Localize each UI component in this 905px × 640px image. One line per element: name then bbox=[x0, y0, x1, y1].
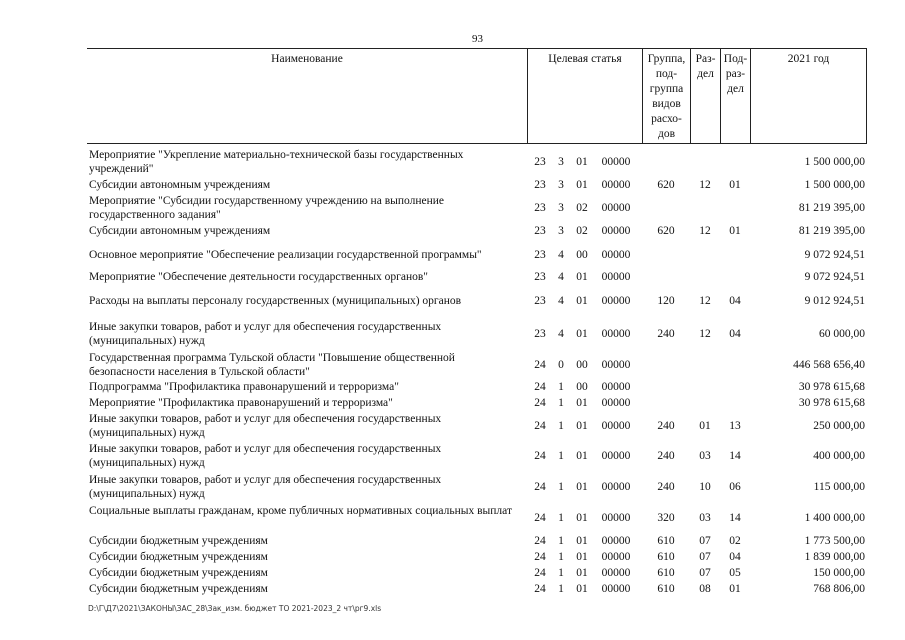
amount-2021: 81 219 395,00 bbox=[798, 225, 865, 237]
target-code-3: 00 bbox=[576, 249, 588, 261]
table-row bbox=[87, 582, 867, 596]
subsection-code: 02 bbox=[729, 535, 741, 547]
target-code-3: 01 bbox=[576, 551, 588, 563]
expense-group: 610 bbox=[657, 551, 675, 563]
row-name: Субсидии автономным учреждениям bbox=[89, 225, 271, 237]
target-code-1: 24 bbox=[534, 535, 546, 547]
subsection-code: 13 bbox=[729, 420, 741, 432]
section-code: 03 bbox=[699, 450, 711, 462]
row-name: Субсидии бюджетным учреждениям bbox=[89, 583, 268, 595]
target-code-3: 01 bbox=[576, 450, 588, 462]
section-code: 08 bbox=[699, 583, 711, 595]
table-row bbox=[87, 351, 867, 379]
target-code-2: 1 bbox=[558, 567, 564, 579]
row-name: Государственная программа Тульской области "Повышение общественной безопасности населения в Тульской области" bbox=[89, 352, 455, 378]
header-group: Группа, под- группа видов расхо- дов bbox=[642, 49, 690, 143]
amount-2021: 9 072 924,51 bbox=[804, 271, 865, 283]
target-code-4: 00000 bbox=[601, 512, 631, 524]
target-code-4: 00000 bbox=[601, 225, 631, 237]
target-code-1: 23 bbox=[534, 328, 546, 340]
target-code-4: 00000 bbox=[601, 179, 631, 191]
target-code-3: 01 bbox=[576, 328, 588, 340]
table-row bbox=[87, 294, 867, 308]
amount-2021: 60 000,00 bbox=[819, 328, 865, 340]
target-code-2: 4 bbox=[558, 328, 564, 340]
target-code-4: 00000 bbox=[601, 397, 631, 409]
target-code-3: 01 bbox=[576, 295, 588, 307]
section-code: 03 bbox=[699, 512, 711, 524]
amount-2021: 115 000,00 bbox=[813, 481, 865, 493]
table-row bbox=[87, 396, 867, 410]
section-code: 01 bbox=[699, 420, 711, 432]
target-code-1: 24 bbox=[534, 420, 546, 432]
target-code-4: 00000 bbox=[601, 420, 631, 432]
target-code-4: 00000 bbox=[601, 156, 631, 168]
target-code-1: 24 bbox=[534, 512, 546, 524]
amount-2021: 400 000,00 bbox=[813, 450, 865, 462]
file-path-footer: D:\Г\Д7\2021\ЗАКОНЫ\ЗАС_28\Зак_изм. бюджет ТО 2021-2023_2 чт\рг9.xls bbox=[88, 604, 382, 613]
row-name: Мероприятие "Субсидии государственному учреждению на выполнение государственного задания" bbox=[89, 195, 445, 221]
target-code-1: 23 bbox=[534, 225, 546, 237]
target-code-3: 00 bbox=[576, 381, 588, 393]
target-code-4: 00000 bbox=[601, 535, 631, 547]
amount-2021: 81 219 395,00 bbox=[798, 202, 865, 214]
target-code-4: 00000 bbox=[601, 249, 631, 261]
budget-table bbox=[87, 48, 867, 595]
expense-group: 320 bbox=[657, 512, 675, 524]
section-code: 07 bbox=[699, 567, 711, 579]
subsection-code: 14 bbox=[729, 450, 741, 462]
target-code-2: 1 bbox=[558, 397, 564, 409]
row-name: Социальные выплаты гражданам, кроме публичных нормативных социальных выплат bbox=[89, 505, 512, 517]
table-row bbox=[87, 534, 867, 548]
table-row bbox=[87, 148, 867, 176]
target-code-4: 00000 bbox=[601, 567, 631, 579]
target-code-2: 1 bbox=[558, 551, 564, 563]
table-header bbox=[87, 48, 867, 144]
target-code-4: 00000 bbox=[601, 359, 631, 371]
target-code-2: 1 bbox=[558, 450, 564, 462]
target-code-2: 3 bbox=[558, 225, 564, 237]
expense-group: 120 bbox=[657, 295, 675, 307]
target-code-3: 01 bbox=[576, 481, 588, 493]
target-code-1: 23 bbox=[534, 249, 546, 261]
target-code-3: 02 bbox=[576, 202, 588, 214]
target-code-2: 3 bbox=[558, 202, 564, 214]
amount-2021: 1 400 000,00 bbox=[804, 512, 865, 524]
expense-group: 610 bbox=[657, 583, 675, 595]
target-code-2: 1 bbox=[558, 535, 564, 547]
target-code-2: 1 bbox=[558, 512, 564, 524]
target-code-3: 00 bbox=[576, 359, 588, 371]
expense-group: 240 bbox=[657, 450, 675, 462]
subsection-code: 04 bbox=[729, 295, 741, 307]
header-target: Целевая статья bbox=[527, 49, 642, 143]
subsection-code: 01 bbox=[729, 179, 741, 191]
target-code-4: 00000 bbox=[601, 295, 631, 307]
target-code-1: 23 bbox=[534, 295, 546, 307]
row-name: Иные закупки товаров, работ и услуг для обеспечения государственных (муниципальных) нужд bbox=[89, 413, 442, 439]
section-code: 12 bbox=[699, 179, 711, 191]
amount-2021: 30 978 615,68 bbox=[798, 397, 865, 409]
subsection-code: 01 bbox=[729, 225, 741, 237]
target-code-2: 4 bbox=[558, 271, 564, 283]
target-code-2: 0 bbox=[558, 359, 564, 371]
target-code-1: 24 bbox=[534, 381, 546, 393]
target-code-3: 01 bbox=[576, 567, 588, 579]
expense-group: 240 bbox=[657, 328, 675, 340]
target-code-1: 23 bbox=[534, 156, 546, 168]
section-code: 12 bbox=[699, 225, 711, 237]
table-row bbox=[87, 442, 867, 470]
target-code-1: 23 bbox=[534, 179, 546, 191]
target-code-4: 00000 bbox=[601, 328, 631, 340]
subsection-code: 04 bbox=[729, 551, 741, 563]
subsection-code: 01 bbox=[729, 583, 741, 595]
target-code-4: 00000 bbox=[601, 481, 631, 493]
target-code-4: 00000 bbox=[601, 551, 631, 563]
subsection-code: 04 bbox=[729, 328, 741, 340]
target-code-3: 01 bbox=[576, 156, 588, 168]
target-code-2: 4 bbox=[558, 249, 564, 261]
table-row bbox=[87, 224, 867, 238]
target-code-3: 01 bbox=[576, 271, 588, 283]
row-name: Подпрограмма "Профилактика правонарушений и терроризма" bbox=[89, 381, 399, 393]
amount-2021: 1 500 000,00 bbox=[804, 156, 865, 168]
amount-2021: 9 072 924,51 bbox=[804, 249, 865, 261]
expense-group: 620 bbox=[657, 179, 675, 191]
row-name: Субсидии автономным учреждениям bbox=[89, 179, 271, 191]
target-code-1: 23 bbox=[534, 202, 546, 214]
table-row bbox=[87, 178, 867, 192]
section-code: 12 bbox=[699, 328, 711, 340]
target-code-3: 01 bbox=[576, 179, 588, 191]
table-row bbox=[87, 566, 867, 580]
amount-2021: 1 773 500,00 bbox=[804, 535, 865, 547]
target-code-3: 01 bbox=[576, 583, 588, 595]
expense-group: 240 bbox=[657, 481, 675, 493]
amount-2021: 9 012 924,51 bbox=[804, 295, 865, 307]
subsection-code: 06 bbox=[729, 481, 741, 493]
expense-group: 620 bbox=[657, 225, 675, 237]
section-code: 12 bbox=[699, 295, 711, 307]
target-code-1: 24 bbox=[534, 450, 546, 462]
header-year: 2021 год bbox=[750, 49, 867, 143]
section-code: 07 bbox=[699, 535, 711, 547]
header-subsection: Под- раз- дел bbox=[720, 49, 750, 143]
target-code-2: 1 bbox=[558, 381, 564, 393]
target-code-2: 1 bbox=[558, 583, 564, 595]
header-name: Наименование bbox=[271, 53, 343, 65]
table-row bbox=[87, 550, 867, 564]
target-code-1: 24 bbox=[534, 583, 546, 595]
target-code-1: 24 bbox=[534, 397, 546, 409]
target-code-1: 24 bbox=[534, 567, 546, 579]
row-name: Иные закупки товаров, работ и услуг для обеспечения государственных (муниципальных) нужд bbox=[89, 443, 442, 469]
table-row bbox=[87, 270, 867, 284]
target-code-4: 00000 bbox=[601, 381, 631, 393]
target-code-3: 01 bbox=[576, 397, 588, 409]
target-code-2: 1 bbox=[558, 420, 564, 432]
header-section: Раз- дел bbox=[690, 49, 720, 143]
target-code-3: 02 bbox=[576, 225, 588, 237]
row-name: Мероприятие "Обеспечение деятельности государственных органов" bbox=[89, 271, 428, 283]
target-code-4: 00000 bbox=[601, 271, 631, 283]
target-code-3: 01 bbox=[576, 512, 588, 524]
row-name: Расходы на выплаты персоналу государственных (муниципальных) органов bbox=[89, 295, 462, 307]
row-name: Иные закупки товаров, работ и услуг для обеспечения государственных (муниципальных) нужд bbox=[89, 321, 442, 347]
target-code-1: 23 bbox=[534, 271, 546, 283]
table-row bbox=[87, 320, 867, 348]
table-row bbox=[87, 194, 867, 222]
expense-group: 610 bbox=[657, 567, 675, 579]
section-code: 10 bbox=[699, 481, 711, 493]
target-code-2: 3 bbox=[558, 156, 564, 168]
target-code-3: 01 bbox=[576, 535, 588, 547]
target-code-2: 3 bbox=[558, 179, 564, 191]
table-row bbox=[87, 380, 867, 394]
row-name: Мероприятие "Профилактика правонарушений и терроризма" bbox=[89, 397, 393, 409]
target-code-2: 1 bbox=[558, 481, 564, 493]
expense-group: 610 bbox=[657, 535, 675, 547]
table-row bbox=[87, 248, 867, 262]
target-code-1: 24 bbox=[534, 359, 546, 371]
target-code-2: 4 bbox=[558, 295, 564, 307]
page-number: 93 bbox=[472, 33, 483, 45]
amount-2021: 30 978 615,68 bbox=[798, 381, 865, 393]
target-code-1: 24 bbox=[534, 551, 546, 563]
subsection-code: 14 bbox=[729, 512, 741, 524]
amount-2021: 446 568 656,40 bbox=[793, 359, 865, 371]
table-row bbox=[87, 412, 867, 440]
amount-2021: 768 806,00 bbox=[813, 583, 865, 595]
target-code-1: 24 bbox=[534, 481, 546, 493]
amount-2021: 250 000,00 bbox=[813, 420, 865, 432]
expense-group: 240 bbox=[657, 420, 675, 432]
target-code-4: 00000 bbox=[601, 583, 631, 595]
row-name: Основное мероприятие "Обеспечение реализации государственной программы" bbox=[89, 249, 482, 261]
subsection-code: 05 bbox=[729, 567, 741, 579]
row-name: Субсидии бюджетным учреждениям bbox=[89, 567, 268, 579]
target-code-4: 00000 bbox=[601, 450, 631, 462]
amount-2021: 1 500 000,00 bbox=[804, 179, 865, 191]
table-row bbox=[87, 473, 867, 501]
section-code: 07 bbox=[699, 551, 711, 563]
table-row bbox=[87, 504, 867, 532]
row-name: Мероприятие "Укрепление материально-технической базы государственных учреждений" bbox=[89, 149, 464, 175]
row-name: Субсидии бюджетным учреждениям bbox=[89, 551, 268, 563]
amount-2021: 150 000,00 bbox=[813, 567, 865, 579]
row-name: Субсидии бюджетным учреждениям bbox=[89, 535, 268, 547]
row-name: Иные закупки товаров, работ и услуг для обеспечения государственных (муниципальных) нужд bbox=[89, 474, 442, 500]
amount-2021: 1 839 000,00 bbox=[804, 551, 865, 563]
target-code-3: 01 bbox=[576, 420, 588, 432]
target-code-4: 00000 bbox=[601, 202, 631, 214]
